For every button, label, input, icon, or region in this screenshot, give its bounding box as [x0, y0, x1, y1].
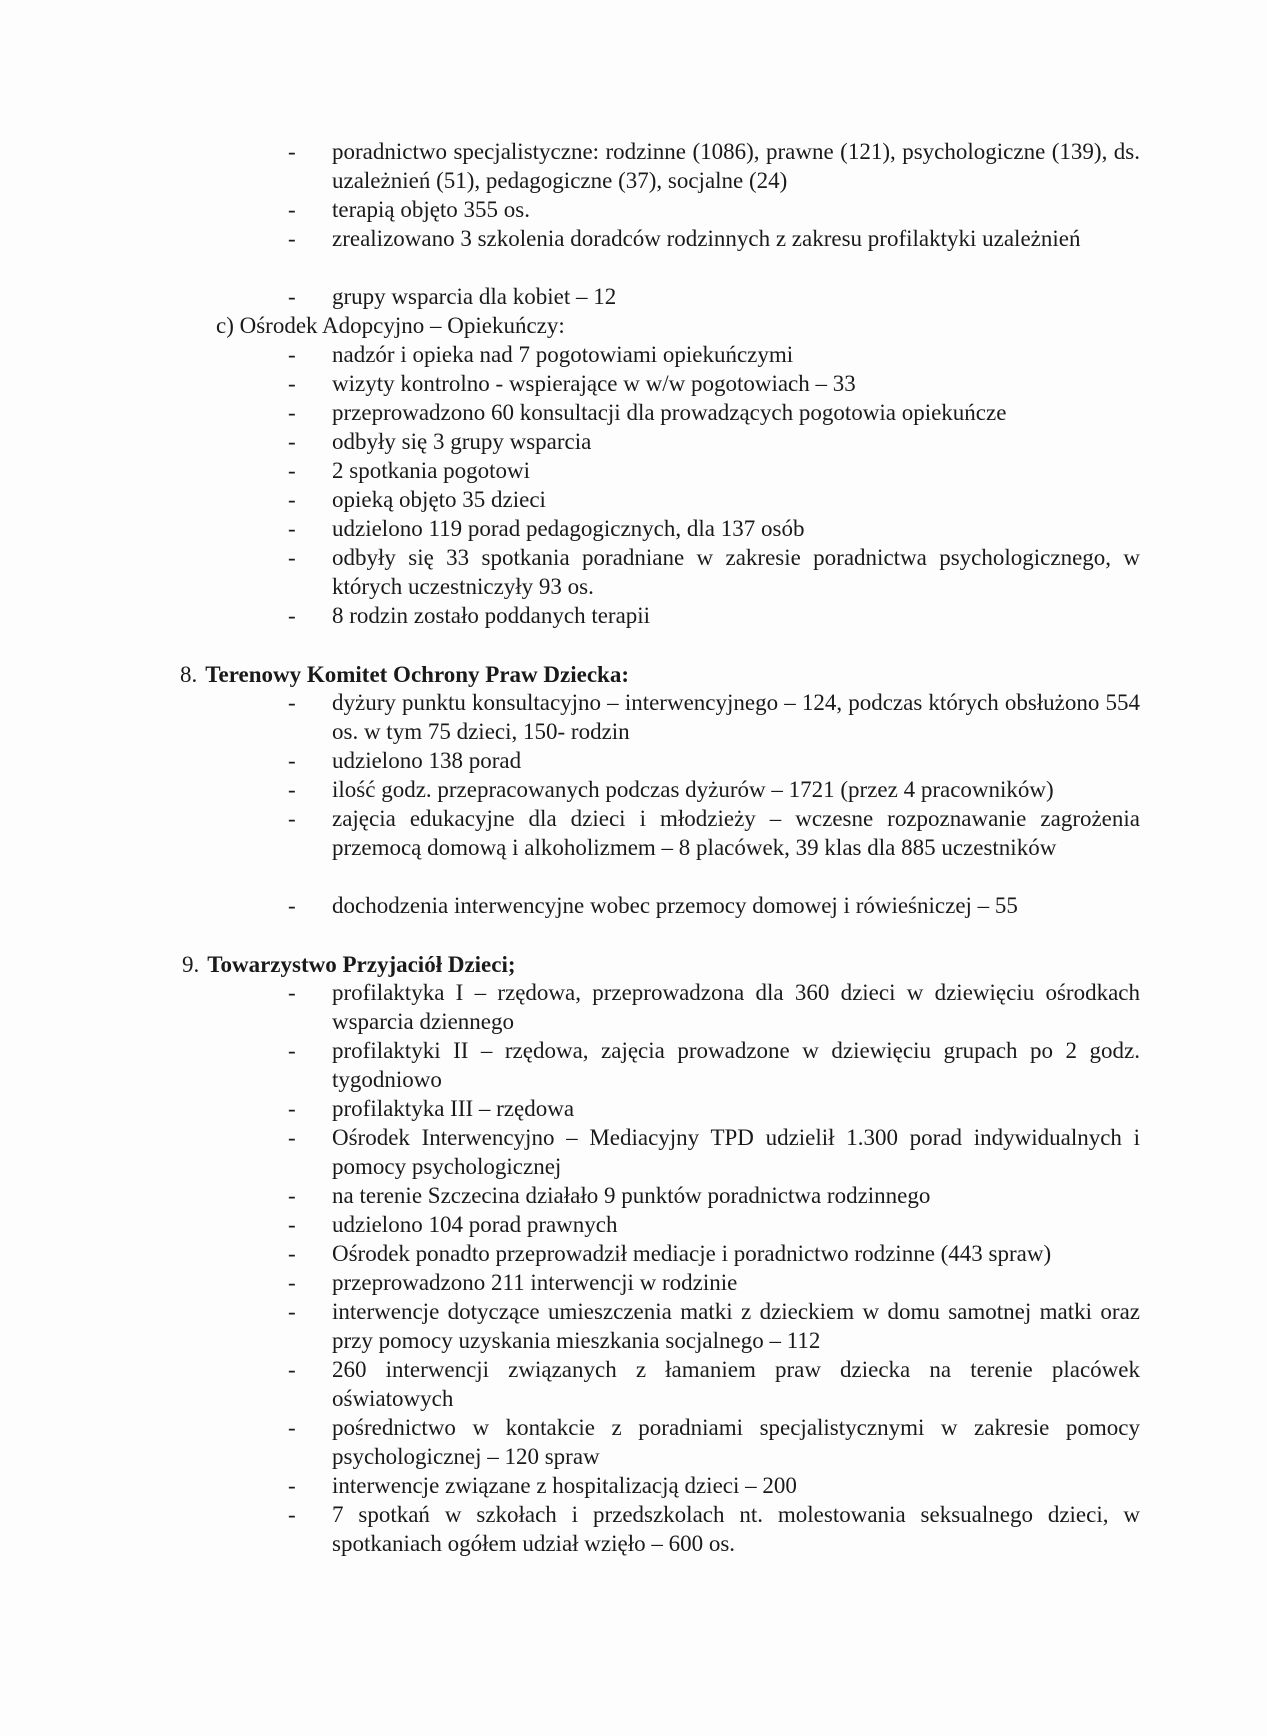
section-heading-9: [182, 950, 516, 979]
bullet-dash: -: [288, 1038, 296, 1063]
bullet-dash: -: [288, 1502, 296, 1527]
list-item-text: Ośrodek Interwencyjno – Mediacyjny TPD udzielił 1.300 porad indywidualnych i pomocy psychologicznej: [332, 1125, 1140, 1179]
list-item: [288, 224, 1140, 253]
list-item-text: na terenie Szczecina działało 9 punktów poradnictwa rodzinnego: [332, 1183, 931, 1208]
list-item-text: 8 rodzin zostało poddanych terapii: [332, 603, 651, 628]
list-item-text: interwencje dotyczące umieszczenia matki z dzieckiem w domu samotnej matki oraz przy pomocy uzyskania mieszkania socjalnego – 112: [332, 1299, 1140, 1353]
list-item-text: dyżury punktu konsultacyjno – interwencyjnego – 124, podczas których obsłużono 554 os. w tym 75 dzieci, 150- rodzin: [332, 690, 1140, 744]
list-item: [288, 688, 1140, 746]
list-item: [288, 398, 1140, 427]
list-item: [288, 543, 1140, 601]
list-item-text: udzielono 138 porad: [332, 748, 522, 773]
list-item-text: grupy wsparcia dla kobiet – 12: [332, 284, 617, 309]
list-item-text: przeprowadzono 60 konsultacji dla prowadzących pogotowia opiekuńcze: [332, 400, 1007, 425]
bullet-dash: -: [288, 226, 296, 251]
list-item: [288, 1500, 1140, 1558]
list-item: [288, 137, 1140, 195]
section-number: 8.: [180, 662, 198, 687]
list-item-text: pośrednictwo w kontakcie z poradniami specjalistycznymi w zakresie pomocy psychologicznej – 120 spraw: [332, 1415, 1140, 1469]
list-item-text: dochodzenia interwencyjne wobec przemocy domowej i rówieśniczej – 55: [332, 893, 1018, 918]
list-item-text: terapią objęto 355 os.: [332, 197, 531, 222]
list-item: [288, 1123, 1140, 1181]
list-item: [288, 340, 1140, 369]
bullet-dash: -: [288, 197, 296, 222]
bullet-dash: -: [288, 458, 296, 483]
subsection-heading-c: [216, 311, 565, 340]
bullet-dash: -: [288, 603, 296, 628]
bullet-dash: -: [288, 1241, 296, 1266]
list-item-text: odbyły się 33 spotkania poradniane w zakresie poradnictwa psychologicznego, w których uczestniczyły 93 os.: [332, 545, 1140, 599]
list-item: [288, 1355, 1140, 1413]
list-item: [288, 601, 1140, 630]
list-item-text: odbyły się 3 grupy wsparcia: [332, 429, 592, 454]
list-item: [288, 775, 1140, 804]
bullet-dash: -: [288, 1473, 296, 1498]
list-item: [288, 427, 1140, 456]
list-item: [288, 1471, 1140, 1500]
list-item: [288, 978, 1140, 1036]
list-item-text: profilaktyki II – rzędowa, zajęcia prowadzone w dziewięciu grupach po 2 godz. tygodniowo: [332, 1038, 1140, 1092]
bullet-dash: -: [288, 806, 296, 831]
list-item: [288, 1181, 1140, 1210]
list-item: [288, 891, 1140, 920]
list-item: [288, 1210, 1140, 1239]
bullet-dash: -: [288, 1299, 296, 1324]
list-item-text: interwencje związane z hospitalizacją dzieci – 200: [332, 1473, 797, 1498]
list-item-text: Ośrodek ponadto przeprowadził mediacje i poradnictwo rodzinne (443 spraw): [332, 1241, 1052, 1266]
list-item-text: 7 spotkań w szkołach i przedszkolach nt. molestowania seksualnego dzieci, w spotkaniach ogółem udział wzięło – 600 os.: [332, 1502, 1140, 1556]
list-item: [288, 1268, 1140, 1297]
section-title: Towarzystwo Przyjaciół Dzieci;: [207, 952, 516, 977]
section-heading-8: [180, 660, 629, 689]
list-item: [288, 804, 1140, 862]
bullet-dash: -: [288, 516, 296, 541]
bullet-dash: -: [288, 1212, 296, 1237]
list-item-text: udzielono 104 porad prawnych: [332, 1212, 618, 1237]
bullet-dash: -: [288, 371, 296, 396]
bullet-dash: -: [288, 487, 296, 512]
list-item-text: zrealizowano 3 szkolenia doradców rodzinnych z zakresu profilaktyki uzależnień: [332, 226, 1081, 251]
list-item: [288, 1297, 1140, 1355]
list-item-text: przeprowadzono 211 interwencji w rodzinie: [332, 1270, 738, 1295]
list-item-text: ilość godz. przepracowanych podczas dyżurów – 1721 (przez 4 pracowników): [332, 777, 1054, 802]
list-item-text: poradnictwo specjalistyczne: rodzinne (1086), prawne (121), psychologiczne (139), ds. uzależnień (51), pedagogiczne (37), socjalne (24): [332, 139, 1140, 193]
subsection-title: Ośrodek Adopcyjno – Opiekuńczy:: [239, 313, 565, 338]
list-item-text: wizyty kontrolno - wspierające w w/w pogotowiach – 33: [332, 371, 856, 396]
bullet-dash: -: [288, 1357, 296, 1382]
list-item: [288, 1036, 1140, 1094]
list-item: [288, 369, 1140, 398]
bullet-dash: -: [288, 139, 296, 164]
list-item: [288, 1413, 1140, 1471]
bullet-dash: -: [288, 429, 296, 454]
list-item-text: 260 interwencji związanych z łamaniem praw dziecka na terenie placówek oświatowych: [332, 1357, 1140, 1411]
list-item: [288, 1094, 1140, 1123]
section-title: Terenowy Komitet Ochrony Praw Dziecka:: [205, 662, 629, 687]
section-number: 9.: [182, 952, 200, 977]
list-item: [288, 485, 1140, 514]
list-item: [288, 456, 1140, 485]
list-item-text: profilaktyka I – rzędowa, przeprowadzona dla 360 dzieci w dziewięciu ośrodkach wsparcia dziennego: [332, 980, 1140, 1034]
list-item: [288, 514, 1140, 543]
bullet-dash: -: [288, 1096, 296, 1121]
list-item: [288, 746, 1140, 775]
list-item-text: opieką objęto 35 dzieci: [332, 487, 546, 512]
bullet-dash: -: [288, 980, 296, 1005]
bullet-dash: -: [288, 400, 296, 425]
list-item-text: profilaktyka III – rzędowa: [332, 1096, 575, 1121]
bullet-dash: -: [288, 1125, 296, 1150]
bullet-dash: -: [288, 342, 296, 367]
bullet-dash: -: [288, 545, 296, 570]
bullet-dash: -: [288, 284, 296, 309]
list-item: [288, 282, 1140, 311]
list-item-text: udzielono 119 porad pedagogicznych, dla 137 osób: [332, 516, 805, 541]
list-item-text: nadzór i opieka nad 7 pogotowiami opiekuńczymi: [332, 342, 794, 367]
list-item: [288, 195, 1140, 224]
list-item-text: 2 spotkania pogotowi: [332, 458, 531, 483]
bullet-dash: -: [288, 1415, 296, 1440]
bullet-dash: -: [288, 748, 296, 773]
bullet-dash: -: [288, 1270, 296, 1295]
list-item-text: zajęcia edukacyjne dla dzieci i młodzieży – wczesne rozpoznawanie zagrożenia przemocą domową i alkoholizmem – 8 placówek, 39 klas dla 885 uczestników: [332, 806, 1140, 860]
bullet-dash: -: [288, 1183, 296, 1208]
bullet-dash: -: [288, 690, 296, 715]
bullet-dash: -: [288, 893, 296, 918]
list-item: [288, 1239, 1140, 1268]
bullet-dash: -: [288, 777, 296, 802]
subsection-marker: c): [216, 313, 234, 338]
